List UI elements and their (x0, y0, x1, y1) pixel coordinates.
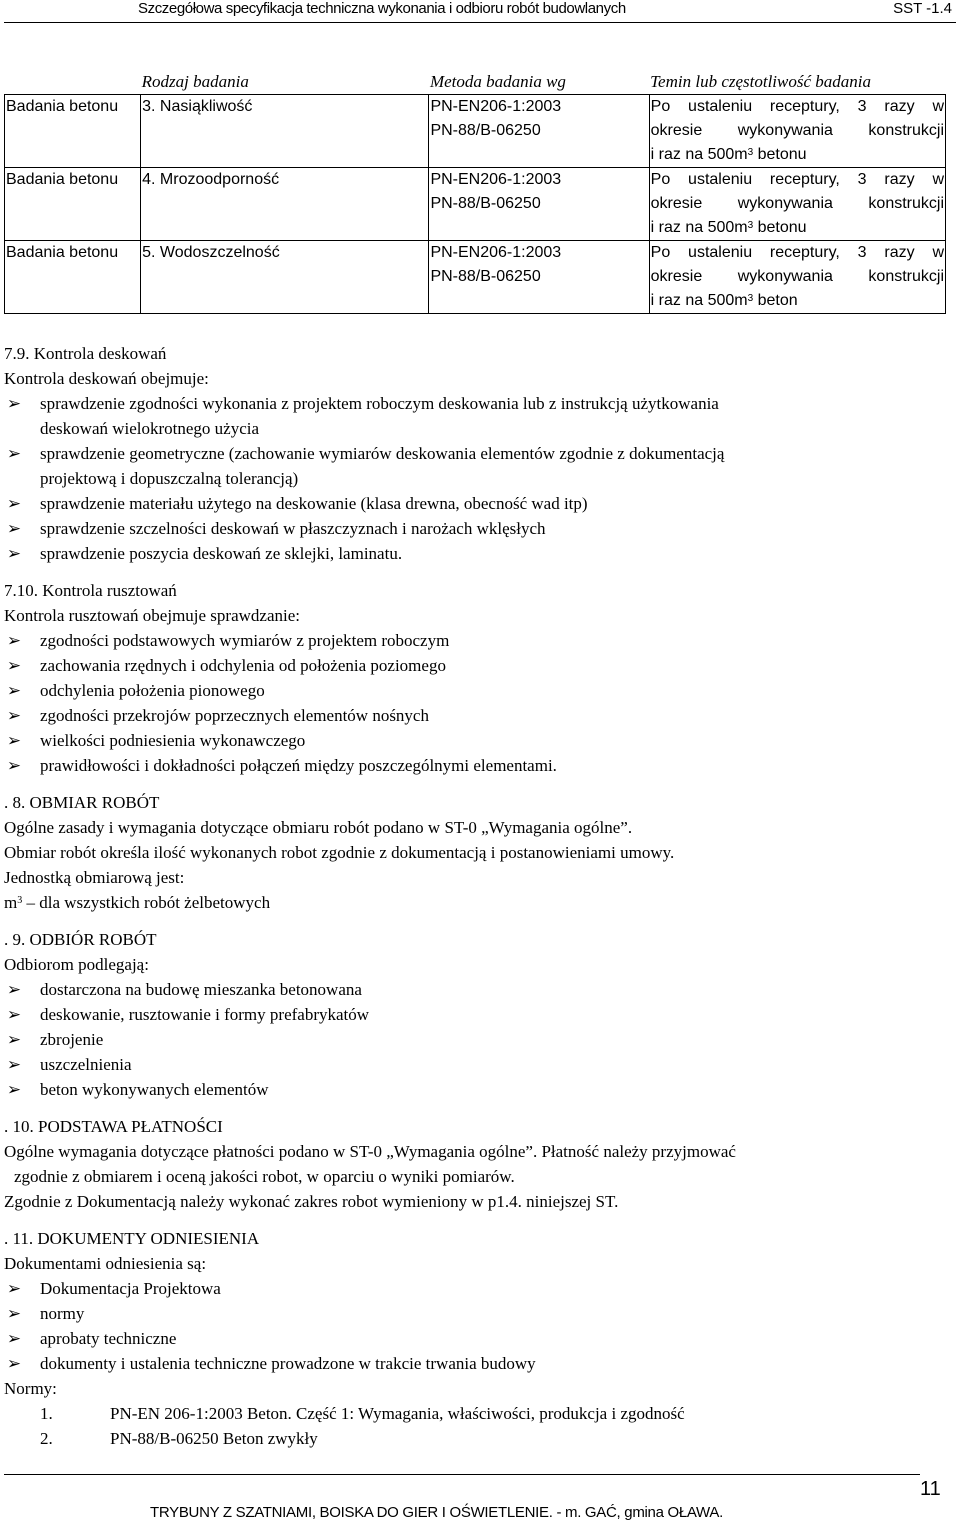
section-heading: . 10. PODSTAWA PŁATNOŚCI (4, 1117, 223, 1136)
list-item (4, 1351, 956, 1376)
section-intro: Kontrola rusztowań obejmuje sprawdzanie: (4, 606, 300, 625)
arrow-bullet-icon: ➢ (6, 656, 22, 675)
arrow-bullet-icon: ➢ (6, 544, 22, 563)
list-item-text: prawidłowości i dokładności połączeń między poszczególnymi elementami. (40, 756, 557, 775)
list-item-text: aprobaty techniczne (40, 1329, 177, 1348)
table-cell-method (429, 95, 649, 168)
arrow-bullet-icon: ➢ (6, 519, 22, 538)
list-item (4, 678, 956, 703)
paragraph-continuation: zgodnie z obmiarem i oceną jakości robot, w oparciu o wyniki pomiarów. (14, 1167, 515, 1186)
section-intro: Kontrola deskowań obejmuje: (4, 369, 209, 388)
frequency-line (651, 216, 944, 240)
unit-description: – dla wszystkich robót żelbetowych (22, 893, 271, 912)
paragraph: Ogólne zasady i wymagania dotyczące obmiaru robót podano w ST-0 „Wymagania ogólne”. (4, 818, 633, 837)
list-item (4, 491, 956, 516)
list-item (4, 1052, 956, 1077)
arrow-bullet-icon: ➢ (6, 980, 22, 999)
list-item (4, 1301, 956, 1326)
arrow-bullet-icon: ➢ (6, 1080, 22, 1099)
frequency-line: okresie wykonywania konstrukcji (650, 195, 944, 212)
superscript: 3 (747, 220, 754, 231)
list-item-text: zbrojenie (40, 1030, 104, 1049)
arrow-bullet-icon: ➢ (6, 731, 22, 750)
list-item-text: sprawdzenie poszycia deskowań ze sklejki, laminatu. (40, 544, 403, 563)
list-item (4, 628, 956, 653)
list-item-text: Dokumentacja Projektowa (40, 1279, 221, 1298)
table-cell-frequency (649, 168, 945, 241)
frequency-line: okresie wykonywania konstrukcji (650, 122, 944, 139)
frequency-line (651, 143, 944, 167)
arrow-bullet-icon: ➢ (6, 681, 22, 700)
list-item (4, 391, 956, 416)
list-item-text: uszczelnienia (40, 1055, 132, 1074)
table-row (5, 241, 946, 314)
list-item (4, 753, 956, 778)
list-item-text: zachowania rzędnych i odchylenia od położenia poziomego (40, 656, 446, 675)
numbered-item (4, 1426, 956, 1451)
table-row (5, 168, 946, 241)
arrow-bullet-icon: ➢ (6, 1329, 22, 1348)
list-item (4, 1276, 956, 1301)
table-header-cell (5, 70, 141, 95)
arrow-bullet-icon: ➢ (6, 394, 22, 413)
document-body (4, 341, 956, 1451)
list-item-text: sprawdzenie zgodności wykonania z projektem roboczym deskowania lub z instrukcją użytkowania (40, 394, 719, 413)
table-header-cell: Metoda badania wg (429, 72, 566, 91)
list-item-text: deskowanie, rusztowanie i formy prefabrykatów (40, 1005, 370, 1024)
frequency-line: Po ustaleniu receptury, 3 razy w (650, 171, 944, 188)
list-item (4, 1326, 956, 1351)
item-number: 2. (40, 1429, 53, 1448)
table-cell-group: Badania betonu (5, 168, 141, 241)
method-line: PN-EN206-1:2003 (430, 244, 562, 261)
method-line: PN-EN206-1:2003 (430, 171, 562, 188)
table-cell-type: 5. Wodoszczelność (141, 241, 429, 314)
header-code: SST -1.4 (893, 0, 952, 17)
list-item (4, 728, 956, 753)
list-item-text: zgodności przekrojów poprzecznych elementów nośnych (40, 706, 429, 725)
method-line: PN-88/B-06250 (430, 195, 541, 212)
list-item-text: beton wykonywanych elementów (40, 1080, 269, 1099)
unit-text: m (4, 893, 18, 912)
frequency-text: betonu (753, 219, 807, 236)
item-text: PN-EN 206-1:2003 Beton. Część 1: Wymagania, właściwości, produkcja i zgodność (110, 1404, 685, 1423)
item-text: PN-88/B-06250 Beton zwykły (110, 1429, 318, 1448)
frequency-line: Po ustaleniu receptury, 3 razy w (650, 244, 944, 261)
list-item (4, 1077, 956, 1102)
frequency-text: beton (753, 292, 798, 309)
method-line: PN-EN206-1:2003 (430, 98, 562, 115)
norms-label: Normy: (4, 1379, 57, 1398)
unit-line (4, 890, 956, 915)
list-item (4, 1027, 956, 1052)
list-item-text: zgodności podstawowych wymiarów z projektem roboczym (40, 631, 450, 650)
arrow-bullet-icon: ➢ (6, 494, 22, 513)
page-header (4, 0, 956, 23)
arrow-bullet-icon: ➢ (6, 444, 22, 463)
frequency-text: i raz na 500m (650, 219, 748, 236)
arrow-bullet-icon: ➢ (6, 1005, 22, 1024)
tests-table (4, 70, 946, 314)
section-intro: Odbiorom podlegają: (4, 955, 149, 974)
table-row (5, 95, 946, 168)
method-line: PN-88/B-06250 (430, 268, 541, 285)
list-item (4, 653, 956, 678)
method-line: PN-88/B-06250 (430, 122, 541, 139)
superscript: 3 (747, 147, 754, 158)
paragraph: Ogólne wymagania dotyczące płatności podano w ST-0 „Wymagania ogólne”. Płatność należy przyjmować (4, 1142, 736, 1161)
table-cell-method (429, 168, 649, 241)
page-number: 11 (920, 1478, 941, 1500)
list-item-text: dokumenty i ustalenia techniczne prowadzone w trakcie trwania budowy (40, 1354, 536, 1373)
section-intro: Dokumentami odniesienia są: (4, 1254, 207, 1273)
list-item-text: sprawdzenie szczelności deskowań w płaszczyznach i narożach wklęsłych (40, 519, 546, 538)
arrow-bullet-icon: ➢ (6, 1304, 22, 1323)
list-item-text: odchylenia położenia pionowego (40, 681, 265, 700)
table-cell-group: Badania betonu (5, 241, 141, 314)
table-header-cell: Rodzaj badania (141, 72, 249, 91)
footer-text: TRYBUNY Z SZATNIAMI, BOISKA DO GIER I OŚWIETLENIE. - m. GAĆ, gmina OŁAWA. (150, 1504, 723, 1521)
list-item (4, 541, 956, 566)
arrow-bullet-icon: ➢ (6, 1030, 22, 1049)
frequency-line: Po ustaleniu receptury, 3 razy w (650, 98, 944, 115)
paragraph: Jednostką obmiarową jest: (4, 868, 185, 887)
list-item (4, 1002, 956, 1027)
frequency-text: i raz na 500m (650, 146, 748, 163)
superscript: 3 (747, 293, 754, 304)
table-cell-type: 4. Mrozoodporność (141, 168, 429, 241)
arrow-bullet-icon: ➢ (6, 1354, 22, 1373)
table-cell-frequency (649, 95, 945, 168)
list-item (4, 977, 956, 1002)
table-cell-group: Badania betonu (5, 95, 141, 168)
footer-divider (4, 1474, 920, 1475)
section-heading: . 11. DOKUMENTY ODNIESIENIA (4, 1229, 260, 1248)
numbered-item (4, 1401, 956, 1426)
superscript: 3 (17, 895, 23, 906)
table-cell-frequency (649, 241, 945, 314)
paragraph: Zgodnie z Dokumentacją należy wykonać zakres robot wymieniony w p1.4. niniejszej ST. (4, 1192, 619, 1211)
list-item (4, 703, 956, 728)
list-item (4, 516, 956, 541)
frequency-text: betonu (753, 146, 807, 163)
item-number: 1. (40, 1404, 53, 1423)
list-item-text: normy (40, 1304, 85, 1323)
list-item-text: wielkości podniesienia wykonawczego (40, 731, 306, 750)
list-item-text: dostarczona na budowę mieszanka betonowana (40, 980, 362, 999)
section-heading: . 8. OBMIAR ROBÓT (4, 793, 160, 812)
arrow-bullet-icon: ➢ (6, 706, 22, 725)
section-heading: . 9. ODBIÓR ROBÓT (4, 930, 157, 949)
table-header-row (5, 70, 946, 95)
table-cell-type: 3. Nasiąkliwość (141, 95, 429, 168)
arrow-bullet-icon: ➢ (6, 756, 22, 775)
paragraph: Obmiar robót określa ilość wykonanych robot zgodnie z dokumentacją i postanowieniami umowy. (4, 843, 675, 862)
list-item-text: sprawdzenie materiału użytego na deskowanie (klasa drewna, obecność wad itp) (40, 494, 588, 513)
frequency-line (651, 289, 944, 313)
table-header-cell: Temin lub częstotliwość badania (650, 72, 872, 91)
section-heading: 7.10. Kontrola rusztowań (4, 581, 177, 600)
list-item (4, 441, 956, 466)
frequency-text: i raz na 500m (650, 292, 748, 309)
table-cell-method (429, 241, 649, 314)
arrow-bullet-icon: ➢ (6, 1055, 22, 1074)
frequency-line: okresie wykonywania konstrukcji (650, 268, 944, 285)
list-item-continuation: projektową i dopuszczalną tolerancją) (40, 469, 299, 488)
arrow-bullet-icon: ➢ (6, 631, 22, 650)
header-title: Szczegółowa specyfikacja techniczna wykonania i odbioru robót budowlanych (138, 0, 626, 17)
arrow-bullet-icon: ➢ (6, 1279, 22, 1298)
list-item-continuation: deskowań wielokrotnego użycia (40, 419, 260, 438)
list-item-text: sprawdzenie geometryczne (zachowanie wymiarów deskowania elementów zgodnie z dokumentacją (40, 444, 725, 463)
section-heading: 7.9. Kontrola deskowań (4, 344, 167, 363)
